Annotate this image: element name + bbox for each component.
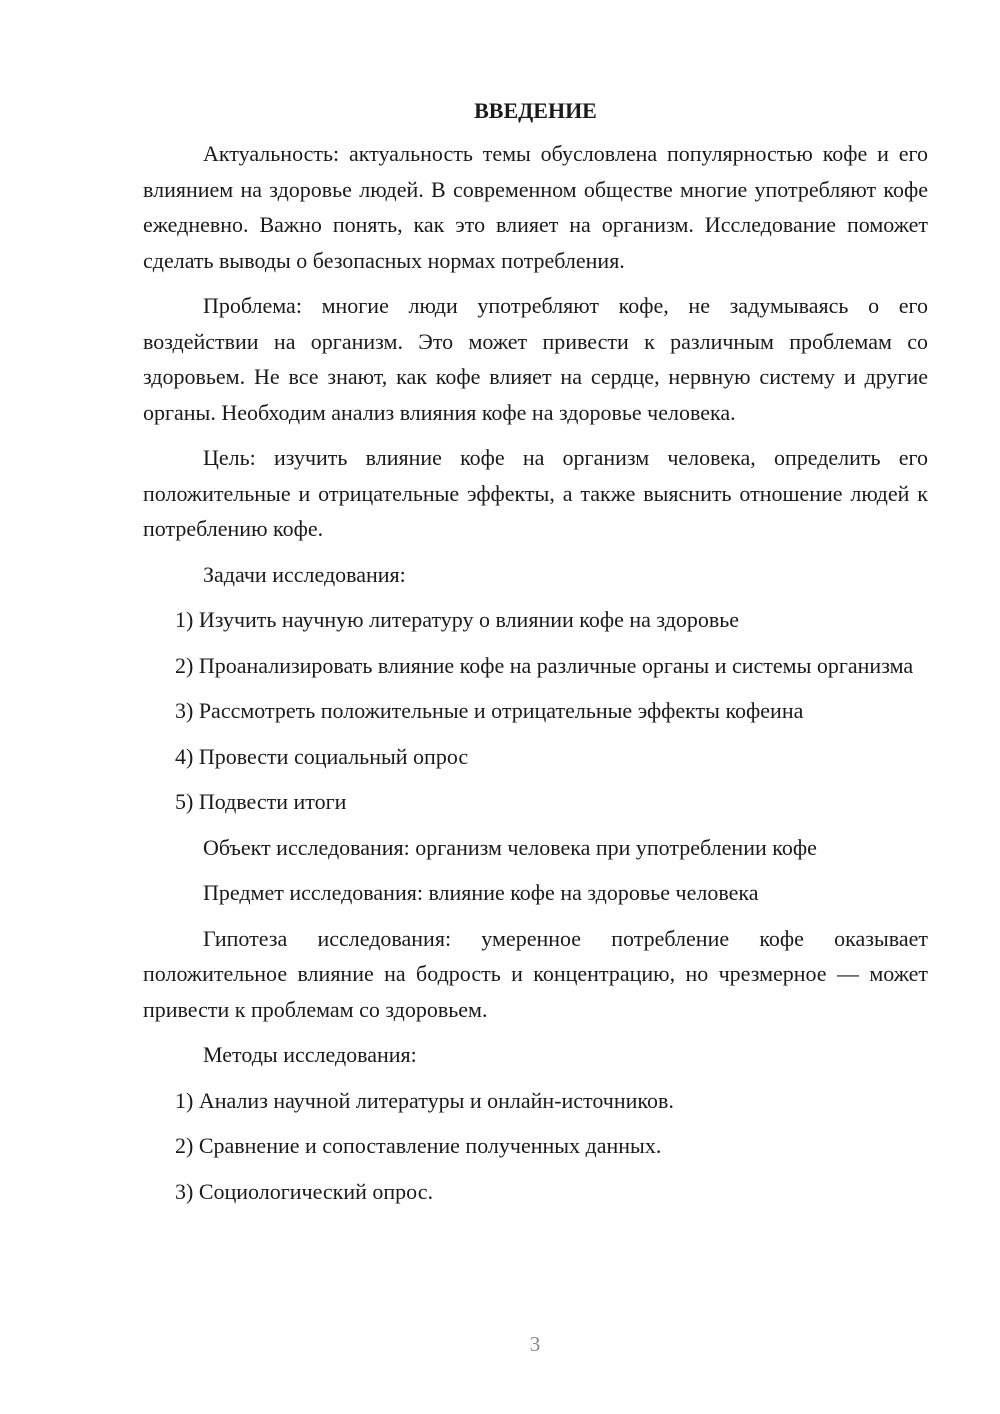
task-item: 1) Изучить научную литературу о влиянии кофе на здоровье bbox=[175, 607, 740, 632]
methods-heading: Методы исследования: bbox=[203, 1042, 417, 1067]
task-item: 3) Рассмотреть положительные и отрицательные эффекты кофеина bbox=[175, 698, 804, 723]
page-number: 3 bbox=[529, 1332, 541, 1356]
goal-paragraph: Цель: изучить влияние кофе на организм человека, определить его положительные и отрицательные эффекты, а также выяснить отношение людей к потреблению кофе. bbox=[143, 445, 928, 541]
object-paragraph: Объект исследования: организм человека при употреблении кофе bbox=[203, 834, 817, 860]
method-item: 2) Сравнение и сопоставление полученных данных. bbox=[175, 1133, 662, 1158]
problem-paragraph: Проблема: многие люди употребляют кофе, не задумываясь о его воздействии на организм. Это может привести к различным проблемам со здоровьем. Не все знают, как кофе влияет на сердце, нервную систему и другие органы. Необходим анализ влияния кофе на здоровье человека. bbox=[143, 293, 928, 425]
task-item: 4) Провести социальный опрос bbox=[175, 743, 469, 769]
method-item: 1) Анализ научной литературы и онлайн-источников. bbox=[175, 1087, 674, 1113]
section-title: ВВЕДЕНИЕ bbox=[474, 98, 597, 123]
document-body bbox=[143, 96, 928, 1219]
tasks-heading: Задачи исследования: bbox=[203, 561, 406, 587]
task-item: 2) Проанализировать влияние кофе на различные органы и системы организма bbox=[175, 652, 914, 678]
hypothesis-paragraph: Гипотеза исследования: умеренное потребление кофе оказывает положительное влияние на бодрость и концентрацию, но чрезмерное — может привести к проблемам со здоровьем. bbox=[143, 925, 928, 1022]
task-item: 5) Подвести итоги bbox=[175, 789, 347, 814]
relevance-paragraph: Актуальность: актуальность темы обусловлена популярностью кофе и его влиянием на здоровье людей. В современном обществе многие употребляют кофе ежедневно. Важно понять, как это влияет на организм. Исследование поможет сделать выводы о безопасных нормах потребления. bbox=[143, 141, 928, 273]
method-item: 3) Социологический опрос. bbox=[175, 1178, 433, 1204]
subject-paragraph: Предмет исследования: влияние кофе на здоровье человека bbox=[203, 880, 759, 905]
